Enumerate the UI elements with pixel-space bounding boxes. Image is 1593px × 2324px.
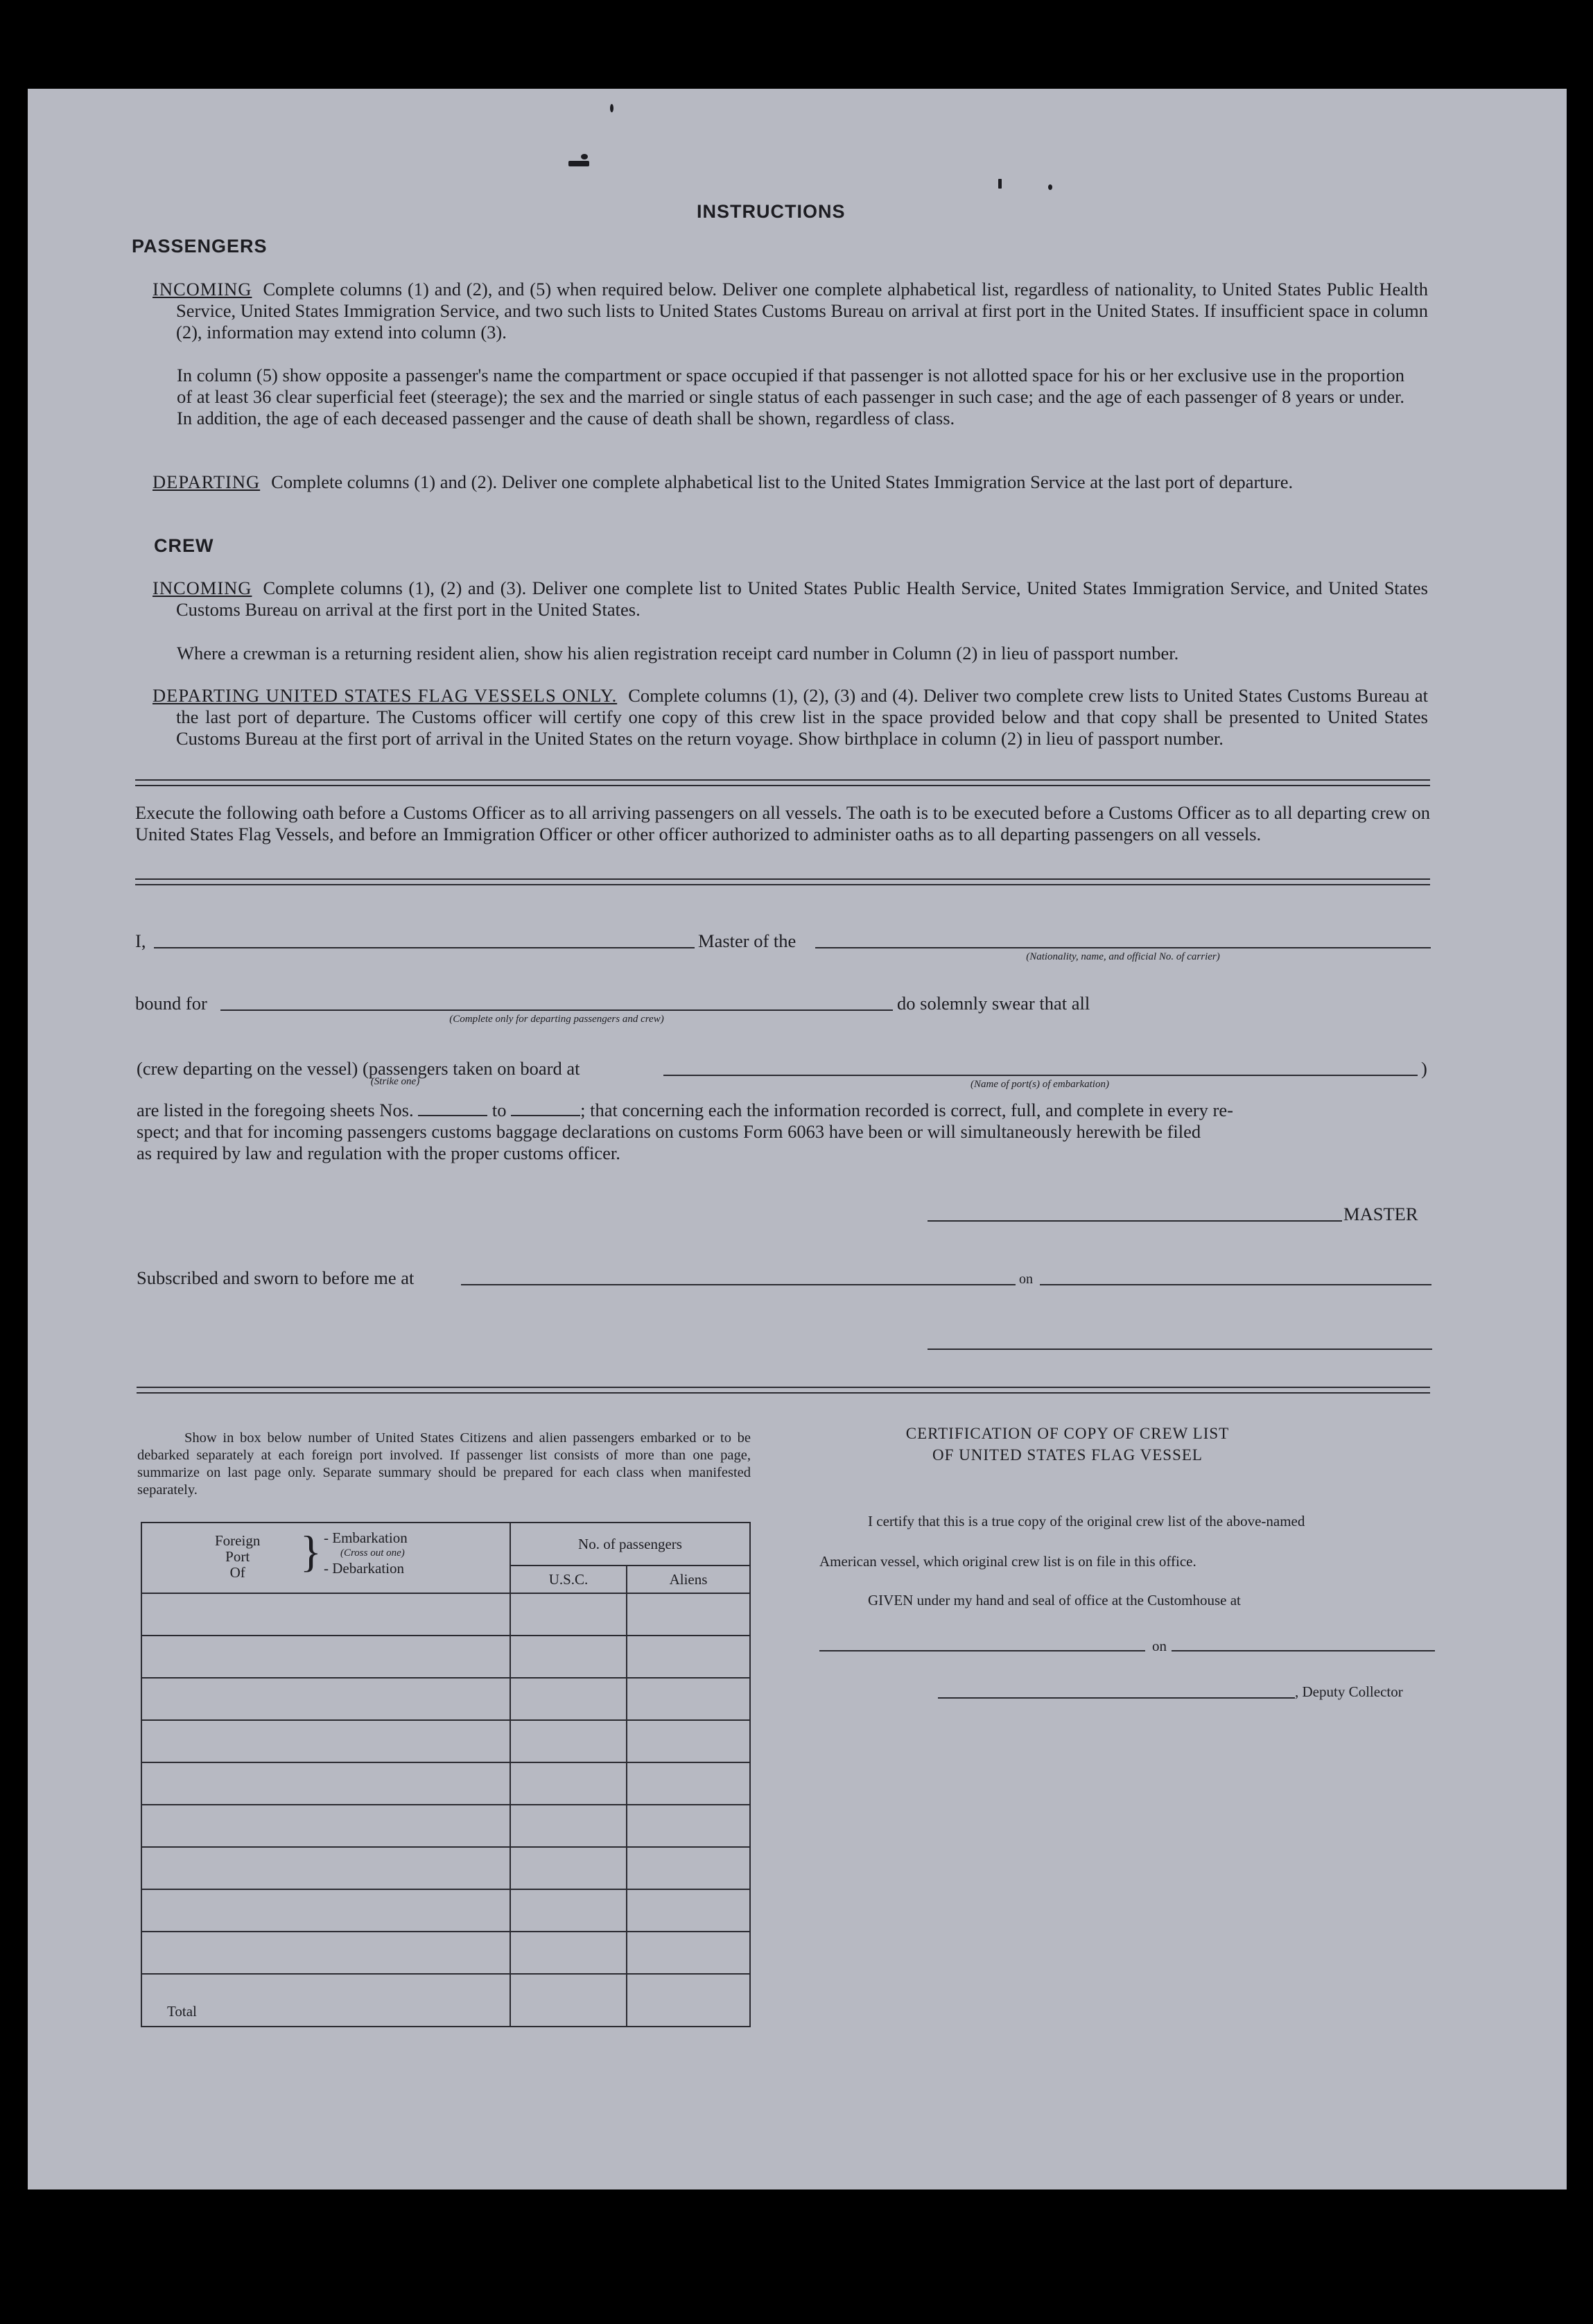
departing-passengers-instruction: DEPARTING Complete columns (1) and (2). Deliver one complete alphabetical list to the United States Immigration Service at the last port of departure. [153, 471, 1294, 492]
divider [137, 1387, 1430, 1388]
departing-us-flag-instruction: DEPARTING UNITED STATES FLAG VESSELS ONLY. Complete columns (1), (2), (3) and (4). Deliver two complete crew lists to United States Customs Bureau at the last port of departure. The Customs officer will certify one copy of this crew list in the space provided below and that copy shall be presented to United States Customs Bureau at the first port of arrival in the United States on the return voyage. Show birthplace in column (2) in lieu of passport number. [153, 685, 1428, 749]
usc-cell[interactable] [510, 1678, 627, 1720]
summary-instructions: Show in box below number of United States Citizens and alien passengers embarked or to be debarked separately at each foreign port involved. If passenger list consists of more than one page, summarize on last page only. Separate summary should be prepared for each class when manifested separately. [137, 1430, 751, 1498]
port-cell[interactable] [141, 1636, 510, 1678]
certification-text-1: I certify that this is a true copy of the original crew list of the above-named [868, 1513, 1305, 1529]
officer-signature-field[interactable] [928, 1349, 1432, 1350]
port-cell[interactable] [141, 1932, 510, 1974]
on-label: on [1019, 1272, 1033, 1287]
port-cell[interactable] [141, 1593, 510, 1636]
certification-given: GIVEN under my hand and seal of office at the Customhouse at [868, 1592, 1241, 1608]
aliens-cell[interactable] [627, 1762, 750, 1805]
master-signature-field[interactable] [928, 1220, 1342, 1222]
swear-text: do solemnly swear that all [897, 993, 1090, 1014]
crewman-instruction: Where a crewman is a returning resident alien, show his alien registration receipt card number in Column (2) in lieu of passport number. [177, 643, 1179, 664]
total-label: Total [141, 1974, 510, 2027]
subscribed-text: Subscribed and sworn to before me at [137, 1267, 415, 1288]
aliens-cell[interactable] [627, 1932, 750, 1974]
divider [135, 785, 1430, 786]
certification-text-2: American vessel, which original crew list is on file in this office. [819, 1553, 1196, 1570]
table-row [141, 1762, 750, 1805]
aliens-cell[interactable] [627, 1805, 750, 1847]
oath-instructions: Execute the following oath before a Customs Officer as to all arriving passengers on all vessels. The oath is to be executed before a Customs Officer as to all departing crew on United States Flag Vessels, and before an Immigration Officer or other officer authorized to administer oaths as to all departing passengers on all vessels. [135, 802, 1430, 844]
total-row [141, 1974, 750, 2027]
scan-mark [1048, 184, 1052, 190]
port-cell[interactable] [141, 1720, 510, 1762]
close-paren: ) [1421, 1058, 1427, 1079]
table-row [141, 1847, 750, 1889]
divider [135, 779, 1430, 781]
port-cell[interactable] [141, 1889, 510, 1932]
carrier-field[interactable] [815, 947, 1431, 948]
aliens-cell[interactable] [627, 1720, 750, 1762]
passengers-heading: PASSENGERS [132, 236, 268, 257]
master-label: MASTER [1343, 1204, 1418, 1224]
table-row [141, 1678, 750, 1720]
port-header [141, 1523, 510, 1593]
port-cell[interactable] [141, 1805, 510, 1847]
master-name-field[interactable] [154, 947, 695, 948]
total-aliens-cell[interactable] [627, 1974, 750, 2027]
embark-options: - Embarkation (Cross out one) - Debarkation [324, 1529, 408, 1577]
crew-heading: CREW [154, 535, 214, 556]
table-row [141, 1805, 750, 1847]
master-of-the-label: Master of the [698, 930, 796, 951]
scan-mark [581, 154, 588, 159]
usc-cell[interactable] [510, 1805, 627, 1847]
listed-statement-3: as required by law and regulation with the proper customs officer. [137, 1143, 620, 1163]
table-row [141, 1932, 750, 1974]
usc-cell[interactable] [510, 1593, 627, 1636]
scan-mark [610, 104, 613, 112]
usc-header: U.S.C. [510, 1566, 627, 1593]
cert-on-label: on [1152, 1638, 1167, 1654]
departing-us-label: DEPARTING UNITED STATES FLAG VESSELS ONLY. [153, 685, 618, 706]
deputy-signature-field[interactable] [938, 1697, 1295, 1699]
embarkation-ports-field[interactable] [663, 1075, 1418, 1076]
incoming-crew-instruction: INCOMING Complete columns (1), (2) and (3). Deliver one complete list to United States Public Health Service, United States Immigration Service, and United States Customs Bureau on arrival at the first port in the United States. [153, 578, 1428, 620]
customhouse-field[interactable] [819, 1650, 1145, 1651]
table-row [141, 1593, 750, 1636]
divider [135, 878, 1430, 880]
aliens-header: Aliens [627, 1566, 750, 1593]
crew-departing-text: (crew departing on the vessel) (passengers taken on board at [137, 1058, 580, 1079]
foreign-port-of: Foreign Port Of [215, 1532, 261, 1581]
oath-i: I, [135, 930, 146, 951]
usc-cell[interactable] [510, 1847, 627, 1889]
column5-instruction: In column (5) show opposite a passenger's name the compartment or space occupied if that passenger is not allotted space for his or her exclusive use in the proportion of at least 36 clear superficial feet (steerage); the sex and the married or single status of each passenger in such case; and the age of each passenger of 8 years or under. In addition, the age of each deceased passenger and the cause of death shall be shown, regardless of class. [177, 365, 1404, 428]
ports-caption: (Name of port(s) of embarkation) [970, 1079, 1109, 1090]
listed-statement-2: spect; and that for incoming passengers customs baggage declarations on customs Form 6063 have been or will simultaneously herewith be filed [137, 1121, 1201, 1142]
usc-cell[interactable] [510, 1720, 627, 1762]
no-of-passengers-header: No. of passengers [510, 1523, 750, 1566]
port-cell[interactable] [141, 1762, 510, 1805]
aliens-cell[interactable] [627, 1636, 750, 1678]
bound-for-field[interactable] [220, 1009, 893, 1011]
passenger-summary-table [141, 1522, 751, 2027]
port-cell[interactable] [141, 1678, 510, 1720]
certification-title: CERTIFICATION OF COPY OF CREW LIST OF UNITED STATES FLAG VESSEL [905, 1425, 1230, 1464]
departing-label: DEPARTING [153, 471, 261, 492]
sheet-to-field[interactable] [511, 1115, 580, 1116]
listed-statement: are listed in the foregoing sheets Nos. to ; that concerning each the information recorded is correct, full, and complete in every re- [137, 1100, 1233, 1120]
incoming-label: INCOMING [153, 578, 252, 598]
aliens-cell[interactable] [627, 1678, 750, 1720]
deputy-collector-label: , Deputy Collector [1295, 1683, 1403, 1700]
usc-cell[interactable] [510, 1932, 627, 1974]
brace: } [300, 1527, 322, 1576]
usc-cell[interactable] [510, 1889, 627, 1932]
incoming-passengers-instruction: INCOMING Complete columns (1) and (2), and (5) when required below. Deliver one complete alphabetical list, regardless of nationality, to United States Public Health Service, United States Immigration Service, and two such lists to United States Customs Bureau on arrival at first port in the United States. If insufficient space in column (2), information may extend into column (3). [153, 279, 1428, 342]
bound-for-label: bound for [135, 993, 207, 1014]
nationality-caption: (Nationality, name, and official No. of carrier) [1026, 951, 1220, 962]
instructions-title: INSTRUCTIONS [697, 201, 846, 222]
cert-date-field[interactable] [1172, 1650, 1435, 1651]
subscribed-date-field[interactable] [1040, 1284, 1431, 1285]
table-row [141, 1636, 750, 1678]
divider [135, 884, 1430, 885]
table-row [141, 1720, 750, 1762]
aliens-cell[interactable] [627, 1847, 750, 1889]
sheet-from-field[interactable] [418, 1115, 487, 1116]
total-usc-cell[interactable] [510, 1974, 627, 2027]
port-cell[interactable] [141, 1847, 510, 1889]
subscribed-place-field[interactable] [461, 1284, 1016, 1285]
aliens-cell[interactable] [627, 1593, 750, 1636]
bound-caption: (Complete only for departing passengers and crew) [449, 1014, 664, 1025]
divider [137, 1392, 1430, 1394]
aliens-cell[interactable] [627, 1889, 750, 1932]
usc-cell[interactable] [510, 1636, 627, 1678]
table-row [141, 1889, 750, 1932]
incoming-label: INCOMING [153, 279, 252, 300]
scan-mark [998, 179, 1002, 189]
strike-one-caption: (Strike one) [370, 1076, 420, 1087]
scan-mark [568, 161, 589, 166]
usc-cell[interactable] [510, 1762, 627, 1805]
